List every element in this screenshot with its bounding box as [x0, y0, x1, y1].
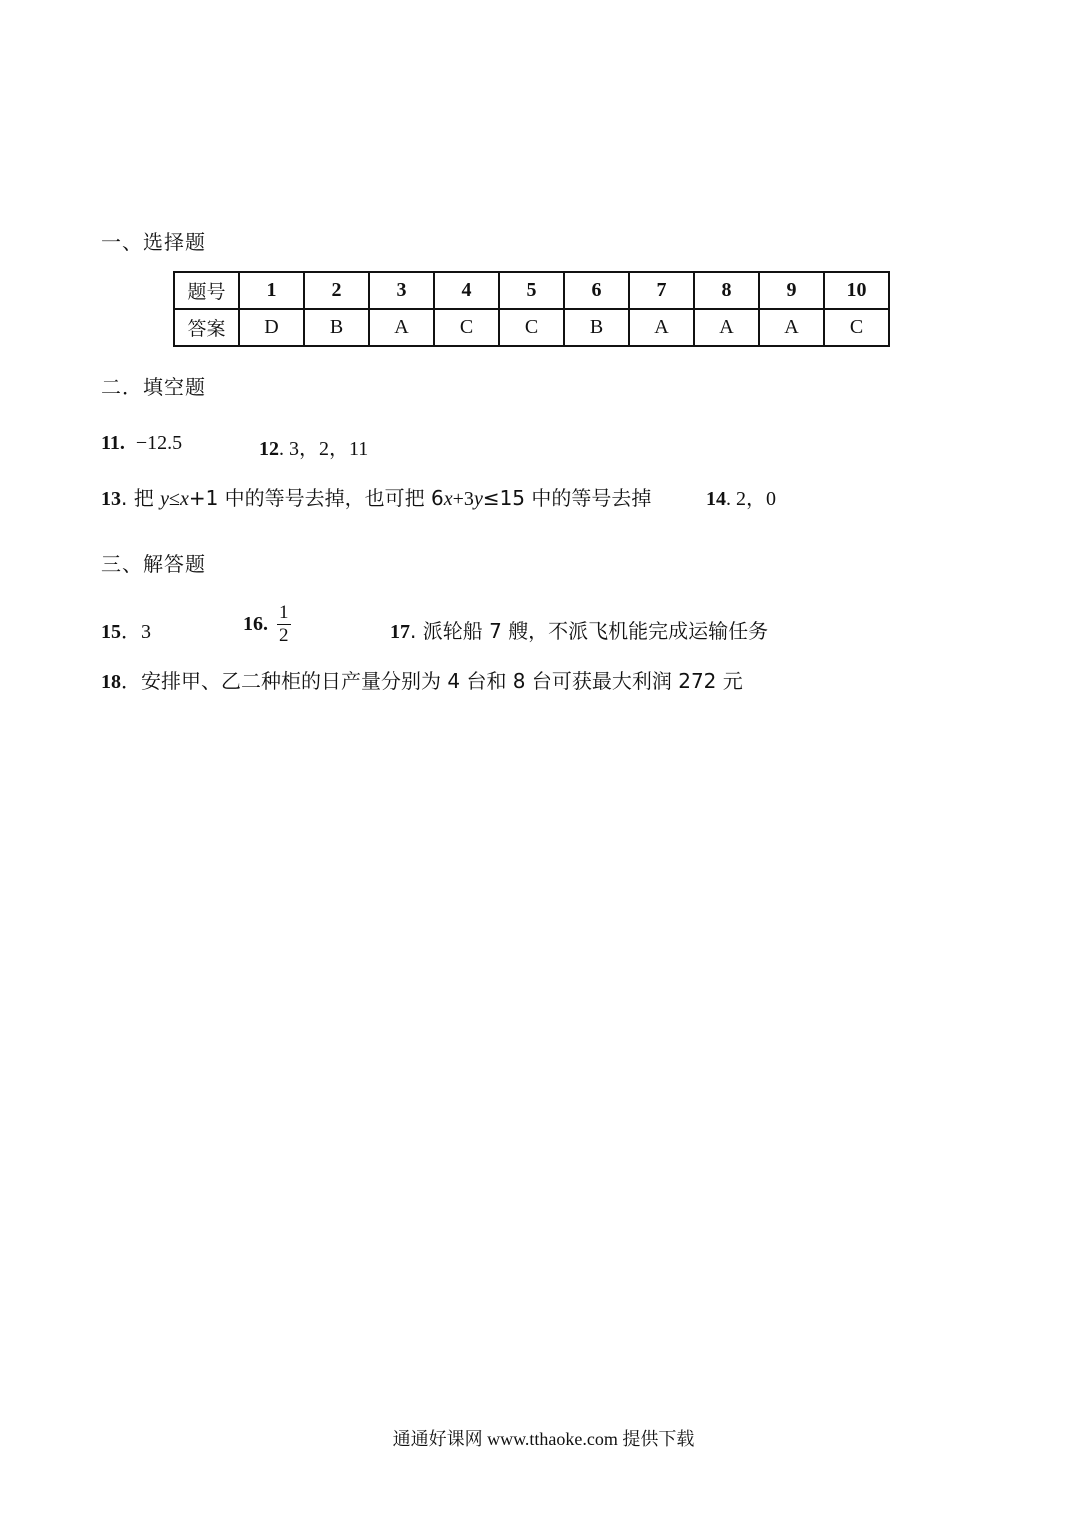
math-symbol-le: ≤ [168, 488, 180, 510]
answer-text-14: . 2，0 [726, 488, 776, 510]
table-cell-answer: B [564, 309, 629, 346]
table-cell-answer: C [434, 309, 499, 346]
math-variable-x: x [443, 488, 453, 510]
table-cell-number: 10 [824, 272, 889, 309]
answer-q14 [706, 482, 776, 511]
answer-q17 [390, 615, 768, 644]
table-cell-answer: C [824, 309, 889, 346]
answer-text-13-part2: +1 中的等号去掉，也可把 6 [188, 486, 444, 510]
question-number-16: 16. [243, 613, 268, 635]
question-number-13: 13 [101, 488, 121, 510]
table-cell-number: 9 [759, 272, 824, 309]
table-cell-answer: A [629, 309, 694, 346]
question-number-15: 15 [101, 621, 121, 643]
question-number-14: 14 [706, 488, 726, 510]
section-heading-fill-blank: 二．填空题 [101, 375, 206, 399]
table-cell-answer: C [499, 309, 564, 346]
fraction-denominator: 2 [279, 625, 289, 646]
question-number-12: 12 [259, 438, 279, 460]
answer-text-13-part1: . 把 [121, 486, 161, 510]
answer-text-12: . 3，2，11 [279, 438, 369, 460]
table-cell-answer: A [694, 309, 759, 346]
section-heading-solution: 三、解答题 [101, 552, 206, 576]
table-cell-number: 1 [239, 272, 304, 309]
answer-q15 [101, 615, 151, 644]
answer-text-15: ．3 [121, 621, 151, 643]
answer-q11 [101, 432, 182, 455]
answer-text-13-part3: +3 [452, 488, 474, 510]
math-variable-x: x [179, 488, 189, 510]
answer-q18 [101, 665, 743, 694]
footer-source-text: 通通好课网 www.tthaoke.com 提供下载 [392, 1429, 695, 1449]
table-cell-number: 3 [369, 272, 434, 309]
table-cell-number: 7 [629, 272, 694, 309]
answer-q12 [259, 432, 368, 461]
table-header-answer: 答案 [174, 309, 239, 346]
math-variable-y: y [473, 488, 483, 510]
answer-q16 [243, 602, 291, 647]
question-number-17: 17 [390, 621, 410, 643]
table-row-answers [174, 309, 889, 346]
answer-text-17: . 派轮船 7 艘，不派飞机能完成运输任务 [410, 619, 769, 643]
table-cell-number: 2 [304, 272, 369, 309]
table-cell-number: 5 [499, 272, 564, 309]
table-cell-number: 6 [564, 272, 629, 309]
table-cell-answer: D [239, 309, 304, 346]
answer-text-13-part4: ≤15 中的等号去掉 [482, 486, 652, 510]
section-heading-choice: 一、选择题 [101, 230, 206, 254]
fraction-one-half [277, 602, 291, 647]
question-number-11: 11. [101, 432, 125, 454]
table-cell-answer: B [304, 309, 369, 346]
answer-q13 [101, 482, 651, 511]
answer-text-11: −12.5 [135, 432, 183, 454]
table-cell-number: 8 [694, 272, 759, 309]
question-number-18: 18 [101, 671, 121, 693]
math-variable-y: y [160, 488, 169, 510]
table-cell-answer: A [369, 309, 434, 346]
table-cell-answer: A [759, 309, 824, 346]
answer-table [173, 271, 890, 347]
fraction-numerator: 1 [279, 602, 289, 623]
table-cell-number: 4 [434, 272, 499, 309]
table-header-question-number: 题号 [174, 272, 239, 309]
table-row-numbers [174, 272, 889, 309]
answer-text-18: ．安排甲、乙二种柜的日产量分别为 4 台和 8 台可获最大利润 272 元 [121, 669, 743, 693]
